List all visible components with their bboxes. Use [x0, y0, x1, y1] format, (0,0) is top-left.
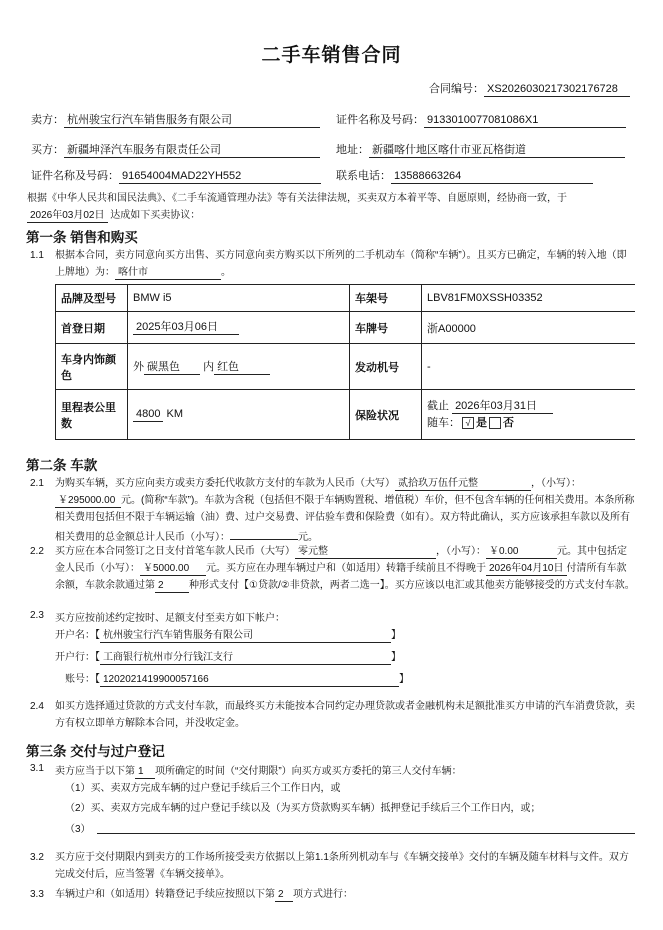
clause-text: 买方应在本合同签订之日支付首笔车款人民币（大写）: [55, 546, 295, 557]
preamble-text: 根据《中华人民共和国民法典》、《二手车流通管理办法》等有关法律法规，买卖双方本着平等、自愿原则，经协商一致，于: [27, 193, 567, 204]
deposit-amount: ￥5000.00: [140, 562, 206, 576]
contract-number-value: XS2026030217302176728: [484, 83, 630, 97]
table-row: [56, 344, 636, 390]
plate-label: 车牌号: [350, 312, 422, 344]
transfer-option: 2: [275, 888, 293, 902]
delivery-option: 1: [135, 765, 155, 779]
buyer-id: 91654004MAD22YH552: [119, 170, 321, 184]
clause-number: 2.3: [30, 610, 44, 621]
clause-text: 元。: [298, 532, 318, 543]
agreement-date: 2026年03月02日: [27, 209, 108, 223]
no-label: 否: [503, 416, 514, 429]
buyer-id-row: [31, 167, 321, 184]
buyer-row: [31, 141, 320, 158]
seller-label: 卖方：: [31, 114, 64, 126]
delivery-option-1: （1）买、卖双方完成车辆的过户登记手续后三个工作日内，或: [65, 783, 341, 794]
vin-value: LBV81FM0XSSH03352: [422, 285, 636, 312]
seller-id: 9133010077081086X1: [424, 114, 626, 128]
insurance-prefix: 截止: [427, 399, 449, 412]
clause-text: 卖方应当于以下第: [55, 766, 135, 777]
punct: 。: [221, 267, 231, 278]
clause-text: 如买方选择通过贷款的方式支付车款，而最终买方未能按本合同约定办理贷款或者金融机构未足额批准买方申请的汽车消费贷款，卖方有权立即单方解除本合同，并没收定金。: [55, 701, 635, 729]
table-row: [56, 312, 636, 344]
clause-text: 项方式进行：: [293, 889, 353, 900]
with-car-label: 随车：: [427, 416, 460, 429]
contract-number: [429, 80, 630, 97]
vin-label: 车架号: [350, 285, 422, 312]
address-row: [336, 141, 625, 158]
clause-text: ，（小写）：: [436, 546, 486, 557]
engine-label: 发动机号: [350, 344, 422, 390]
phone: 13588663264: [391, 170, 593, 184]
reg-date-value: 2025年03月06日: [133, 321, 239, 335]
clause-3-3: [30, 886, 635, 903]
account-name-label: 开户名：【: [55, 630, 100, 641]
clause-2-1: [30, 475, 635, 546]
clause-number: 2.4: [30, 701, 44, 712]
buyer-name: 新疆坤泽汽车服务有限责任公司: [64, 144, 320, 158]
clause-text: 车辆过户和（如适用）转籍登记手续应按照以下第: [55, 889, 275, 900]
account-number: 1202021419900057166: [100, 673, 399, 687]
bracket: 】: [391, 652, 401, 663]
color-label: 车身内饰颜色: [56, 344, 128, 390]
buyer-id-label: 证件名称及号码：: [31, 170, 119, 182]
clause-2-2: [30, 543, 635, 594]
table-row: [56, 285, 636, 312]
clause-text: ，（小写）：: [531, 478, 581, 489]
payment-method: 2: [155, 579, 189, 593]
clause-number: 2.1: [30, 478, 44, 489]
clause-number: 3.3: [30, 889, 44, 900]
balance-due-date: 2026年04月10日: [486, 562, 567, 576]
no-checkbox[interactable]: [489, 417, 501, 429]
price-uppercase: 贰拾玖万伍仟元整: [395, 477, 531, 491]
clause-2-3: [30, 610, 635, 688]
engine-value: -: [422, 344, 636, 390]
preamble-text-end: 达成如下买卖协议：: [110, 210, 201, 221]
page-title: 二手车销售合同: [261, 45, 402, 66]
mileage-value: 4800: [133, 408, 163, 422]
article-3-title: 第三条 交付与过户登记: [26, 744, 165, 759]
clause-number: 1.1: [30, 250, 44, 261]
clause-text: 付清所有车款余额，车款余款通过第: [55, 563, 627, 591]
yes-label: 是: [476, 416, 487, 429]
exterior-color: 碳黑色: [144, 361, 200, 375]
exterior-prefix: 外: [133, 361, 144, 373]
destination-city: 喀什市: [115, 266, 221, 280]
article-2-title: 第二条 车款: [26, 458, 98, 473]
seller-row: [31, 111, 320, 128]
phone-row: [336, 167, 593, 184]
first-payment-uppercase: 零元整: [295, 545, 436, 559]
plate-value: 浙A00000: [422, 312, 636, 344]
clause-number: 3.2: [30, 852, 44, 863]
article-1-title: 第一条 销售和购买: [26, 230, 138, 245]
bank-label: 开户行：【: [55, 652, 100, 663]
clause-2-4: [30, 698, 635, 732]
interior-color: 红色: [214, 361, 270, 375]
contract-number-label: 合同编号：: [429, 83, 484, 95]
total-amount: [230, 526, 298, 540]
seller-id-row: [336, 111, 626, 128]
clause-number: 2.2: [30, 546, 44, 557]
clause-number: 3.1: [30, 763, 44, 774]
account-number-label: 账号：【: [65, 674, 100, 685]
address-label: 地址：: [336, 144, 369, 156]
insurance-date: 2026年03月31日: [452, 400, 553, 414]
bank-name: 工商银行杭州市分行钱江支行: [100, 651, 391, 665]
insurance-label: 保险状况: [350, 390, 422, 440]
clause-text: 元。(简称“车款”)。车款为含税（包括但不限于车辆购置税、增值税）车价，但不包含车辆的任何相关费用。本条所称相关费用包括但不限于车辆运输（油）费、过户交易费、评估验车费和保险费（如有）。双方特此确认，买方应该承担车款以及所有相关费用的总金额总计人民币（小写）：: [55, 495, 635, 543]
clause-text: 项所确定的时间（“交付期限”）向买方或买方委托的第三人交付车辆：: [155, 766, 462, 777]
phone-label: 联系电话：: [336, 170, 391, 182]
price-amount: ￥295000.00: [55, 494, 121, 508]
seller-id-label: 证件名称及号码：: [336, 114, 424, 126]
clause-text: 元。买方应在办理车辆过户和（如适用）转籍手续前且不得晚于: [206, 563, 486, 574]
clause-3-1: [30, 763, 635, 838]
interior-prefix: 内: [203, 361, 215, 373]
clause-text: 根据本合同，卖方同意向买方出售、买方同意向卖方购买以下所列的二手机动车（简称“车辆”）。且买方已确定，车辆的转入地（即上牌地）为：: [55, 250, 627, 278]
mileage-unit: KM: [166, 407, 184, 420]
address: 新疆喀什地区喀什市亚瓦格街道: [369, 144, 625, 158]
mileage-label: 里程表公里数: [56, 390, 128, 440]
delivery-option-3-label: （3）: [65, 824, 91, 835]
account-name: 杭州骏宝行汽车销售服务有限公司: [100, 629, 391, 643]
delivery-option-3-blank: [97, 821, 635, 834]
vehicle-table: [55, 284, 635, 440]
brand-value: BMW i5: [128, 285, 350, 312]
clause-text: 种形式支付【①贷款/②非贷款，两者二选一】。买方应该以电汇或其他卖方能够接受的方式支付车款。: [189, 580, 635, 591]
bracket: 】: [391, 630, 401, 641]
clause-text: 买方应按前述约定按时、足额支付至卖方如下帐户：: [55, 613, 285, 624]
clause-text: 买方应于交付期限内到卖方的工作场所接受卖方依据以上第1.1条所列机动车与《车辆交接单》交付的车辆及随车材料与文件。双方完成交付后，应当签署《车辆交接单》。: [55, 852, 629, 880]
table-row: [56, 390, 636, 440]
clause-text: 为购买车辆，买方应向卖方或卖方委托代收款方支付的车款为人民币（大写）: [55, 478, 395, 489]
delivery-option-2: （2）买、卖双方完成车辆的过户登记手续以及（为买方贷款购买车辆）抵押登记手续后三个工作日内，或；: [65, 803, 541, 814]
bracket: 】: [399, 674, 409, 685]
reg-date-label: 首登日期: [56, 312, 128, 344]
yes-checkbox[interactable]: √: [462, 417, 474, 429]
first-payment-amount: ￥0.00: [486, 545, 557, 559]
preamble: [27, 190, 637, 224]
buyer-label: 买方：: [31, 144, 64, 156]
seller-name: 杭州骏宝行汽车销售服务有限公司: [64, 114, 320, 128]
brand-label: 品牌及型号: [56, 285, 128, 312]
clause-3-2: [30, 849, 635, 883]
clause-text: 元。其中包括定金人民币（小写）：: [55, 546, 627, 574]
clause-1-1: [30, 247, 635, 281]
